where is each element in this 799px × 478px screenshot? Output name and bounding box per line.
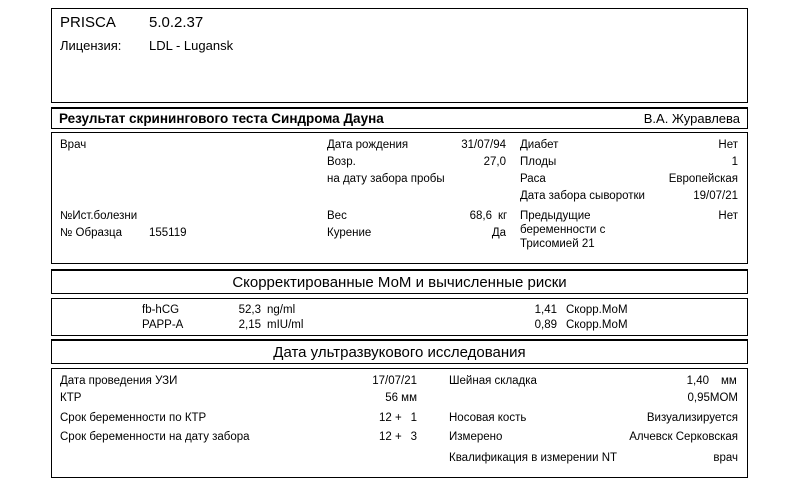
us-section-title: Дата ультразвукового исследования [273, 344, 526, 361]
serum-date-label: Дата забора сыворотки [520, 190, 645, 202]
us-details-box [51, 368, 748, 478]
weight-unit: кг [498, 210, 508, 222]
prev-trisomy-value: Нет [718, 210, 738, 222]
race-value: Европейская [668, 173, 738, 185]
mom-value: 2,15 [238, 319, 261, 331]
fetuses-value: 1 [731, 156, 738, 168]
us-section-title-box [51, 339, 748, 364]
dob-label: Дата рождения [327, 139, 409, 151]
ga-ktr-days: 1 [410, 412, 417, 424]
age-label: Возр. [327, 156, 356, 168]
prev-trisomy-label-3: Трисомией 21 [520, 238, 595, 250]
mom-section-title-box [51, 269, 748, 294]
mom-unit: ng/ml [267, 304, 296, 316]
app-version: 5.0.2.37 [149, 14, 204, 31]
mom-corrected-label: Скорр.МоМ [566, 304, 628, 316]
ga-ktr-weeks: 12 + [379, 412, 402, 424]
nt-unit: мм [721, 375, 737, 387]
mom-corrected-label: Скорр.МоМ [566, 319, 628, 331]
nasal-bone-value: Визуализируется [646, 412, 738, 424]
nt-qualification-label: Квалификация в измерении NT [449, 452, 618, 464]
smoking-label: Курение [327, 227, 372, 239]
case-number-label: №Ист.болезни [60, 210, 138, 222]
sample-label: № Образца [60, 227, 122, 239]
mom-unit: mIU/ml [267, 319, 304, 331]
ga-draw-label: Срок беременности на дату забора [60, 431, 250, 443]
license-label: Лицензия: [60, 38, 122, 53]
app-name: PRISCA [60, 14, 116, 31]
header-box [51, 8, 748, 103]
diabetes-label: Диабет [520, 139, 559, 151]
mom-value: 52,3 [238, 304, 261, 316]
doctor-label: Врач [60, 139, 87, 151]
nt-mom: 0,95МОМ [687, 392, 738, 404]
measured-value: Алчевск Серковская [629, 431, 738, 443]
measured-label: Измерено [449, 431, 503, 443]
us-date-label: Дата проведения УЗИ [60, 375, 178, 387]
prev-trisomy-label-1: Предыдущие [520, 210, 591, 222]
mom-marker: fb-hCG [142, 304, 180, 316]
dob-value: 31/07/94 [461, 139, 506, 151]
nt-qualification-value: врач [713, 452, 738, 464]
age-note: на дату забора пробы [327, 173, 445, 185]
license-value: LDL - Lugansk [149, 38, 234, 53]
nt-label: Шейная складка [449, 375, 537, 387]
nasal-bone-label: Носовая кость [449, 412, 527, 424]
sample-value: 155119 [149, 227, 187, 239]
ga-draw-weeks: 12 + [379, 431, 402, 443]
report-author: В.А. Журавлева [643, 111, 740, 126]
ga-ktr-label: Срок беременности по КТР [60, 412, 207, 424]
smoking-value: Да [491, 227, 506, 239]
ga-draw-days: 3 [410, 431, 417, 443]
nt-value: 1,40 [686, 375, 709, 387]
race-label: Раса [520, 173, 546, 185]
mom-section-title: Скорректированные МоМ и вычисленные риски [232, 274, 567, 291]
report-title: Результат скринингового теста Синдрома Дауна [59, 111, 384, 126]
mom-row [52, 303, 747, 318]
patient-info-box [51, 132, 748, 264]
fetuses-label: Плоды [520, 156, 557, 168]
age-value: 27,0 [483, 156, 506, 168]
weight-label: Вес [327, 210, 347, 222]
ktr-label: КТР [60, 392, 82, 404]
serum-date-value: 19/07/21 [693, 190, 738, 202]
weight-value: 68,6 [469, 210, 492, 222]
mom-values-box [51, 298, 748, 336]
prev-trisomy-label-2: беременности с [520, 224, 606, 236]
diabetes-value: Нет [718, 139, 738, 151]
us-date-value: 17/07/21 [372, 375, 417, 387]
report-title-box [51, 107, 748, 129]
ktr-value: 56 мм [385, 392, 417, 404]
mom-corrected-value: 0,89 [534, 319, 557, 331]
mom-row [52, 318, 747, 333]
mom-corrected-value: 1,41 [534, 304, 557, 316]
mom-marker: PAPP-A [142, 319, 184, 331]
